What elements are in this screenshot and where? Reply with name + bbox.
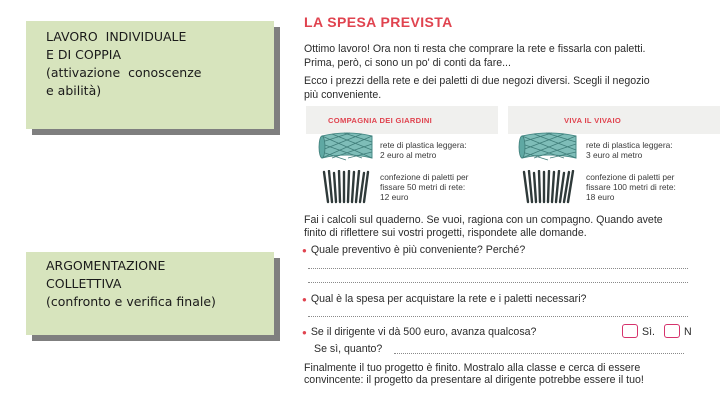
followup-question: Se sì, quanto? <box>314 343 383 355</box>
intro-line: Ecco i prezzi della rete e dei paletti di due negozi diversi. Scegli il negozio <box>304 75 650 87</box>
answer-line[interactable] <box>394 353 684 354</box>
activity-box-individual <box>26 21 274 129</box>
net-price-text: rete di plastica leggera: 2 euro al metro <box>380 140 467 160</box>
bullet-icon: ● <box>302 246 307 255</box>
activity-box-text: ARGOMENTAZIONE COLLETTIVA (confronto e verifica finale) <box>46 258 216 309</box>
posts-price-text: confezione di paletti per fissare 50 metri di rete: 12 euro <box>380 172 469 202</box>
calc-instructions <box>304 214 720 240</box>
answer-line[interactable] <box>308 316 688 317</box>
activity-box-collective <box>26 252 274 335</box>
question-1: ● Quale preventivo è più conveniente? Perché? <box>302 244 526 256</box>
intro-line: Ottimo lavoro! Ora non ti resta che comprare la rete e fissarla con paletti. <box>304 43 646 55</box>
shop-card-compagnia <box>306 106 498 206</box>
calc-line: finito di riflettere sui vostri progetti, rispondete alle domande. <box>304 227 587 239</box>
bullet-icon: ● <box>302 295 307 304</box>
posts-bundle-icon <box>320 170 372 204</box>
bullet-icon: ● <box>302 328 307 337</box>
net-roll-icon <box>318 130 376 164</box>
yes-option-label: Sì. <box>642 326 655 338</box>
yes-checkbox[interactable] <box>622 324 638 338</box>
shop-name: COMPAGNIA DEI GIARDINI <box>328 116 433 125</box>
shop-name: VIVA IL VIVAIO <box>564 116 622 125</box>
intro-line: più conveniente. <box>304 89 382 101</box>
no-option-label: N <box>684 326 692 338</box>
activity-box-text: LAVORO INDIVIDUALE E DI COPPIA (attivazione conoscenze e abilità) <box>46 29 202 98</box>
question-2: ● Qual è la spesa per acquistare la rete e i paletti necessari? <box>302 293 587 305</box>
net-roll-icon <box>518 130 580 164</box>
intro-line: Prima, però, ci sono un po' di conti da fare... <box>304 57 511 69</box>
posts-price-text: confezione di paletti per fissare 100 metri di rete: 18 euro <box>586 172 676 202</box>
answer-line[interactable] <box>308 282 688 283</box>
net-price-text: rete di plastica leggera: 3 euro al metro <box>586 140 673 160</box>
final-line: convincente: il progetto da presentare al dirigente potrebbe essere il tuo! <box>304 374 644 386</box>
question-3: ● Se il dirigente vi dà 500 euro, avanza qualcosa? <box>302 326 537 338</box>
answer-line[interactable] <box>308 268 688 269</box>
worksheet <box>298 0 720 405</box>
intro-paragraph <box>304 42 720 102</box>
shop-card-vivaio <box>508 106 720 206</box>
final-line: Finalmente il tuo progetto è finito. Mostralo alla classe e cerca di essere <box>304 362 641 374</box>
worksheet-title: LA SPESA PREVISTA <box>304 14 453 30</box>
final-paragraph <box>304 362 720 386</box>
no-checkbox[interactable] <box>664 324 680 338</box>
calc-line: Fai i calcoli sul quaderno. Se vuoi, ragiona con un compagno. Quando avete <box>304 214 663 226</box>
posts-bundle-icon <box>520 170 576 204</box>
